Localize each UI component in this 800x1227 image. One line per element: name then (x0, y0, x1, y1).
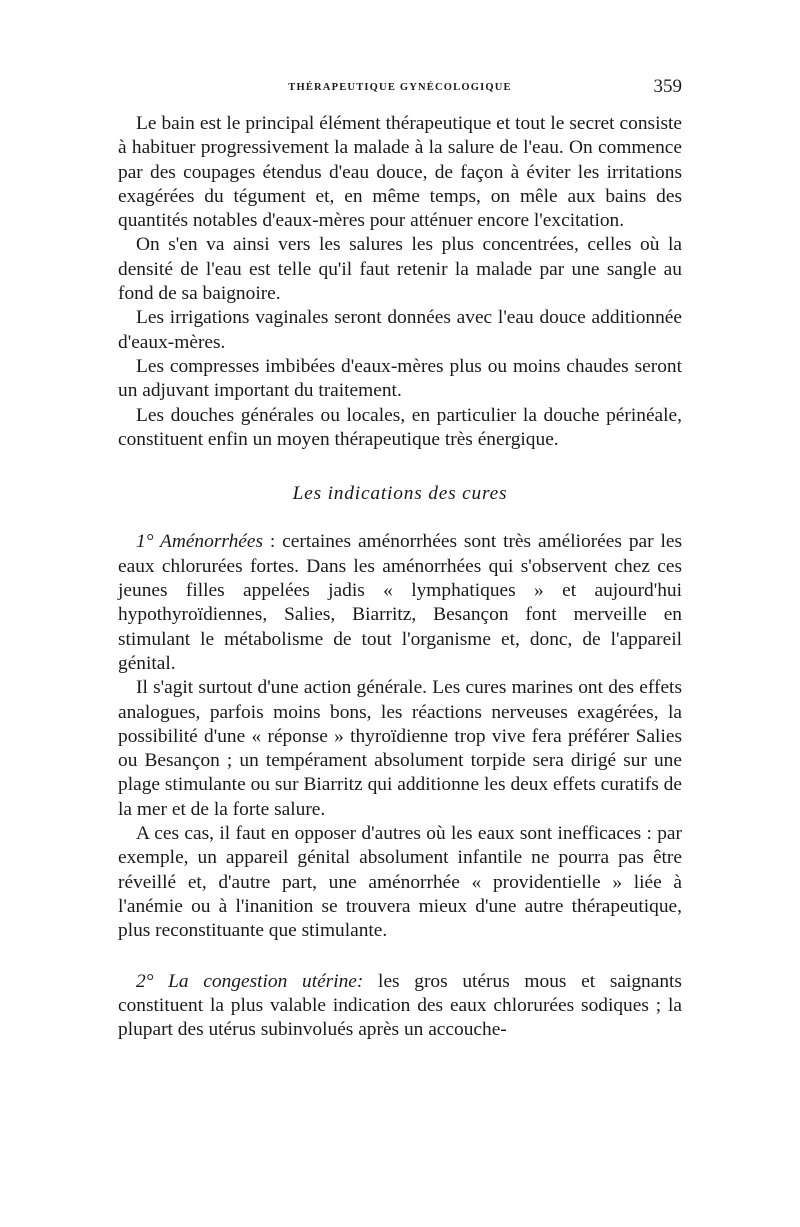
body-text (118, 112, 682, 1042)
paragraph-inefficaces: A ces cas, il faut en opposer d'autres où les eaux sont inefficaces : par exemple, un appareil génital absolument infantile ne pourra pas être réveillé et, d'autre part, une aménorrhée « providentielle » liée à l'anémie ou à l'inanition se trouvera mieux d'une autre thérapeutique, plus reconstituante que stimulante. (118, 823, 682, 942)
amenorrhees-label: 1° Aménorrhées (136, 531, 264, 553)
running-title: THÉRAPEUTIQUE GYNÉCOLOGIQUE (288, 82, 512, 93)
congestion-label: 2° La congestion utérine: (136, 970, 364, 992)
paragraph-congestion (118, 970, 682, 1043)
page (118, 72, 682, 1042)
congestion-text: les gros utérus mous et saignants constituent la plus valable indication des eaux chlorurées sodiques ; la plupart des utérus subinvolués après un accouche- (118, 970, 682, 1041)
paragraph-compresses: Les compresses imbibées d'eaux-mères plus ou moins chaudes seront un adjuvant important du traitement. (118, 355, 682, 402)
paragraph-amenorrhees (118, 530, 682, 676)
paragraph-irrigations: Les irrigations vaginales seront données avec l'eau douce additionnée d'eaux-mères. (118, 307, 682, 353)
section-title: Les indications des cures (292, 483, 508, 505)
paragraph-douches: Les douches générales ou locales, en particulier la douche périnéale, constituent enfin un moyen thérapeutique très énergique. (118, 404, 682, 450)
running-head (118, 72, 682, 98)
paragraph-gap (118, 944, 682, 970)
page-number: 359 (653, 76, 682, 97)
amenorrhees-text: : certaines aménorrhées sont très améliorées par les eaux chlorurées fortes. Dans les aménorrhées qui s'observent chez ces jeunes filles appelées jadis « lymphatiques » et aujourd'hui hypothyroïdiennes, Salies, Biarritz, Besançon font merveille en stimulant le métabolisme de tout l'organisme et, donc, de l'appareil génital. (118, 531, 682, 674)
paragraph-bain: Le bain est le principal élément thérapeutique et tout le secret consiste à habituer progressivement la malade à la salure de l'eau. On commence par des coupages étendus d'eau douce, de façon à éviter les irritations exagérées du tégument et, en même temps, on mêle aux bains des quantités notables d'eaux-mères pour atténuer encore l'excitation. (118, 113, 682, 232)
paragraph-salures: On s'en va ainsi vers les salures les plus concentrées, celles où la densité de l'eau est telle qu'il faut retenir la malade par une sangle au fond de sa baignoire. (118, 234, 682, 305)
paragraph-action-generale: Il s'agit surtout d'une action générale. Les cures marines ont des effets analogues, parfois moins bons, les réactions nerveuses exagérées, la possibilité d'une « réponse » thyroïdienne trop vive fera préférer Salies ou Besançon ; un tempérament absolument torpide sera dirigé sur une plage stimulante ou sur Biarritz qui additionne les deux effets curatifs de la mer et de la forte salure. (118, 677, 682, 820)
